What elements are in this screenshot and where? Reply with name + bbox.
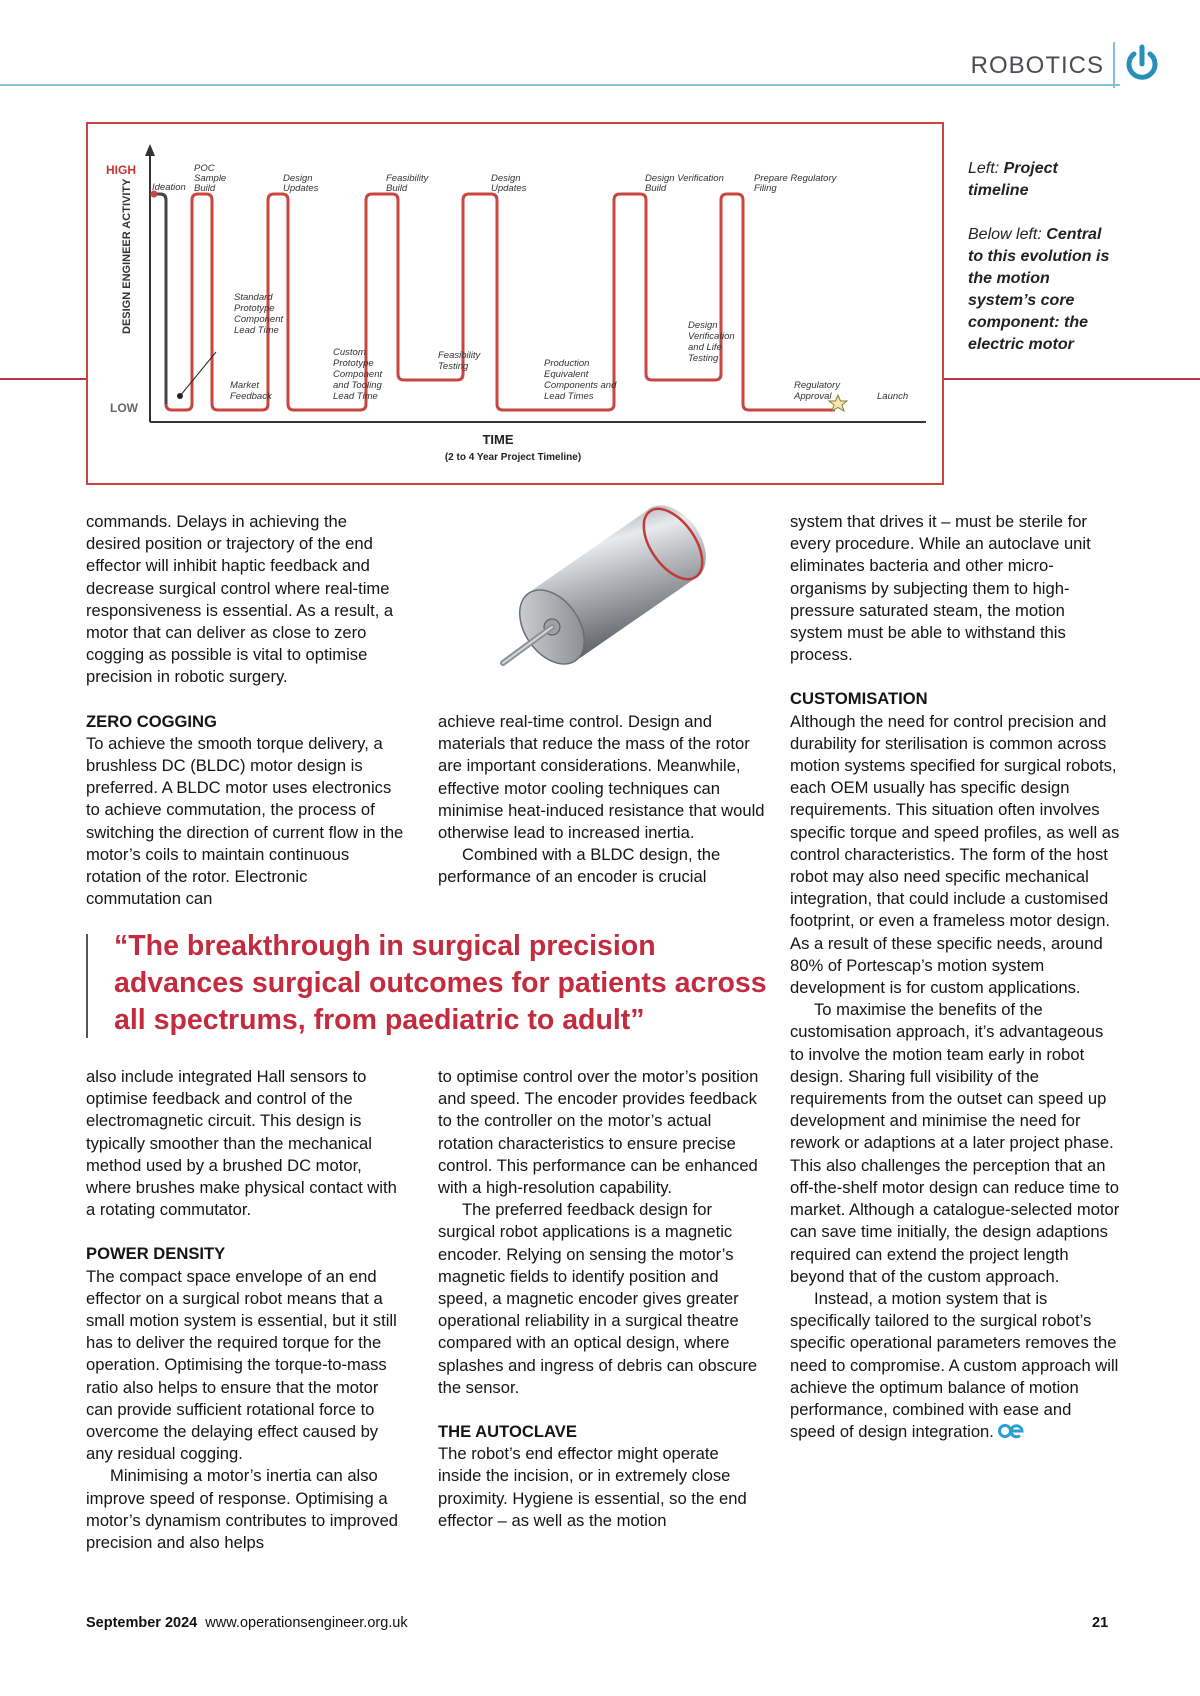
label-custom-1: Custom	[333, 347, 366, 358]
label-std-4: Lead Time	[234, 325, 279, 336]
x-axis-sublabel: (2 to 4 Year Project Timeline)	[444, 452, 582, 463]
label-custom-4: and Tooling	[333, 380, 382, 391]
section-title: ROBOTICS	[970, 52, 1104, 79]
motor-image	[455, 500, 725, 695]
footer-date: September 2024	[86, 1615, 198, 1631]
column-2-top	[438, 711, 766, 889]
paragraph: to optimise control over the motor’s position and speed. The encoder provides feedback to the controller on the motor’s actual rotation characteristics to ensure precise control. This performance can be enhanced with a high-resolution capability.	[438, 1067, 759, 1198]
header-separator	[1113, 42, 1115, 88]
label-prf-1: Prepare Regulatory	[754, 173, 837, 184]
market-leader-dot	[177, 393, 183, 399]
label-market-2: Feedback	[230, 391, 272, 402]
label-ft-1: Feasibility	[438, 350, 481, 361]
column-2-bottom	[438, 1066, 766, 1532]
label-std-1: Standard	[234, 292, 273, 303]
y-tick-low: LOW	[110, 401, 138, 415]
label-pe-3: Components and	[544, 380, 617, 391]
label-market-1: Market	[230, 380, 260, 391]
label-du1-2: Updates	[283, 183, 319, 194]
label-reg-1: Regulatory	[794, 380, 840, 391]
label-du2-2: Updates	[491, 183, 527, 194]
paragraph: achieve real-time control. Design and materials that reduce the mass of the rotor are important considerations. Meanwhile, effective motor cooling techniques can minimise heat-induced resistance that would otherwise lead to increased inertia.	[438, 712, 765, 843]
label-dvb-1: Design Verification	[645, 173, 724, 184]
label-du2-1: Design	[491, 173, 521, 184]
left-red-rule	[0, 378, 88, 380]
label-ft-2: Testing	[438, 361, 469, 372]
label-pe-2: Equivalent	[544, 369, 589, 380]
label-poc-2: Sample	[194, 173, 227, 184]
header-rule	[0, 84, 1120, 86]
x-axis-label: TIME	[482, 432, 514, 447]
paragraph: The compact space envelope of an end effector on a surgical robot means that a small motion system is essential, but it still has to deliver the required torque for the operation. Optimising the torque-to-mass ratio also helps to ensure that the motor can provide sufficient rotational force to overcome the delaying effect caused by any residual cogging.	[86, 1266, 397, 1464]
label-pe-1: Production	[544, 358, 590, 369]
column-1-top	[86, 511, 406, 910]
y-axis-arrow	[145, 144, 155, 156]
label-launch: Launch	[877, 391, 909, 402]
page-number: 21	[1092, 1615, 1109, 1631]
timeline-svg	[88, 124, 942, 483]
paragraph: system that drives it – must be sterile for every procedure. While an autoclave unit eliminates bacteria and other micro-organisms by subjecting them to high-pressure saturated steam, the motion system must be able to withstand this process.	[790, 512, 1091, 665]
paragraph: The robot’s end effector might operate inside the incision, or in extremely close proximity. Hygiene is essential, so the end effector – as well as the motion	[438, 1444, 747, 1530]
paragraph: To achieve the smooth torque delivery, a brushless DC (BLDC) motor design is preferred. A BLDC motor uses electronics to achieve commutation, the process of switching the direction of current flow in the motor’s coils to maintain continuous rotation of the rotor. Electronic commutation can	[86, 733, 404, 909]
label-prf-2: Filing	[754, 183, 777, 194]
label-std-2: Prototype	[234, 303, 275, 314]
label-poc-3: Build	[194, 183, 216, 194]
caption-motor	[968, 224, 1118, 356]
paragraph: Although the need for control precision and durability for sterilisation is common across motion systems specified for surgical robots, each OEM usually has specific design requirements. This situation often involves specific torque and speed profiles, as well as control characteristics. The form of the host robot may also need specific mechanical integration, that could include a customised footprint, or even a frameless motor design. As a result of these specific needs, around 80% of Portescap’s motion system development is for custom applications.	[790, 711, 1120, 998]
label-fb-1: Feasibility	[386, 173, 429, 184]
heading-customisation: CUSTOMISATION	[790, 689, 928, 709]
paragraph: The preferred feedback design for surgical robot applications is a magnetic encoder. Relying on sensing the motor’s magnetic fields to identify position and speed, a magnetic encoder gives greater operational reliability in a surgical theatre compared with an optical design, where splashes and ingress of debris can obscure the sensor.	[438, 1200, 758, 1397]
final-text: Instead, a motion system that is specifically tailored to the surgical robot’s specific operational parameters removes the need to compromise. A custom approach will achieve the optimum balance of motion performance, combined with ease and speed of design integration.	[790, 1288, 1119, 1442]
label-custom-3: Component	[333, 369, 383, 380]
label-dvl-4: Testing	[688, 353, 719, 364]
label-dvl-1: Design	[688, 320, 718, 331]
footer	[86, 1615, 408, 1631]
caption-timeline-label: Left:	[968, 160, 1004, 177]
paragraph: Minimising a motor’s inertia can also improve speed of response. Optimising a motor’s dynamism contributes to improved precision and also helps	[86, 1466, 399, 1553]
footer-url[interactable]: www.operationsengineer.org.uk	[205, 1615, 408, 1631]
paragraph: commands. Delays in achieving the desired position or trajectory of the end effector will inhibit haptic feedback and decrease surgical control where real-time responsiveness is essential. As a result, a motor that can deliver as close to zero cogging as possible is vital to optimise precision in robotic surgery.	[86, 512, 394, 687]
label-dvl-2: Verification	[688, 331, 735, 342]
column-3	[790, 511, 1120, 1443]
y-tick-high: HIGH	[106, 163, 136, 177]
pull-quote: “The breakthrough in surgical precision advances surgical outcomes for patients across all spectrums, from paediatric to adult”	[114, 930, 767, 1036]
y-axis-label: DESIGN ENGINEER ACTIVITY	[121, 178, 133, 334]
paragraph: Combined with a BLDC design, the performance of an encoder is crucial	[438, 845, 721, 887]
quote-bar	[86, 934, 88, 1038]
oe-logo-icon	[998, 1423, 1024, 1439]
ideation-segment	[150, 194, 166, 404]
label-pe-4: Lead Times	[544, 391, 594, 402]
label-fb-2: Build	[386, 183, 408, 194]
label-reg-2: Approval	[794, 391, 832, 402]
paragraph: also include integrated Hall sensors to optimise feedback and control of the electromagnetic circuit. This design is typically smoother than the mechanical method used by a brushed DC motor, where brushes make physical contact with a rotating commutator.	[86, 1067, 397, 1220]
paragraph-final	[790, 1288, 1120, 1443]
caption-timeline-text: Project timeline	[968, 160, 1058, 199]
caption-motor-label: Below left:	[968, 226, 1047, 243]
label-custom-5: Lead Time	[333, 391, 378, 402]
label-dvb-2: Build	[645, 183, 667, 194]
heading-zero-cogging: ZERO COGGING	[86, 711, 217, 731]
heading-power-density: POWER DENSITY	[86, 1244, 226, 1264]
label-poc-1: POC	[194, 163, 215, 174]
paragraph: To maximise the benefits of the customisation approach, it’s advantageous to involve the motion team early in robot design. Sharing full visibility of the requirements from the outset can speed up development and minimise the need for rework or adaptions at a later project phase. This also challenges the perception that an off-the-shelf motor design can reduce time to market. Although a catalogue-selected motor can save time initially, the design adaptions required can extend the project length beyond that of the custom approach.	[790, 1000, 1120, 1286]
power-icon	[1124, 44, 1160, 84]
right-red-rule	[944, 378, 1200, 380]
label-custom-2: Prototype	[333, 358, 374, 369]
label-ideation: Ideation	[152, 182, 186, 193]
project-timeline-chart	[86, 122, 944, 485]
label-dvl-3: and Life	[688, 342, 722, 353]
column-1-bottom	[86, 1066, 406, 1554]
heading-autoclave: THE AUTOCLAVE	[438, 1422, 577, 1442]
caption-motor-text: Central to this evolution is the motion system’s core component: the electric motor	[968, 226, 1110, 353]
caption-timeline	[968, 158, 1118, 202]
label-du1-1: Design	[283, 173, 313, 184]
label-std-3: Component	[234, 314, 284, 325]
